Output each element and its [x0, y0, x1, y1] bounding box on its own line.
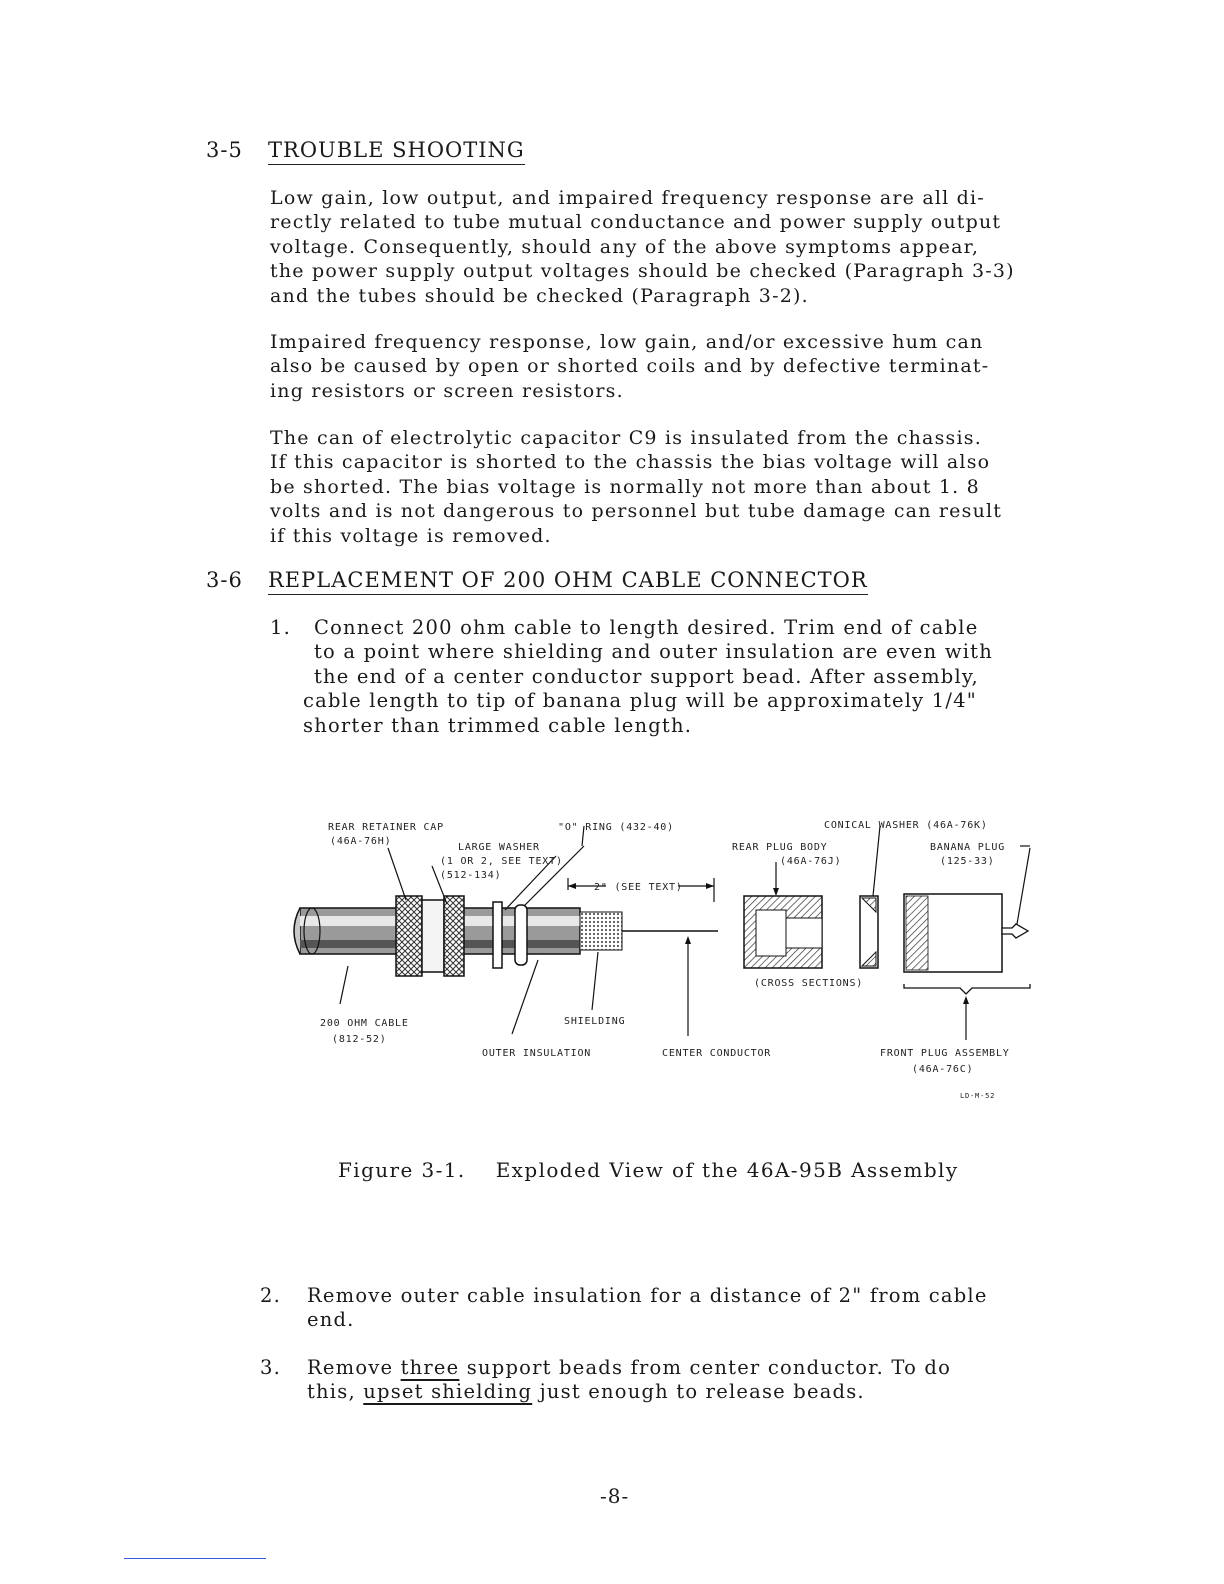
figure-caption-number: Figure 3-1.	[338, 1158, 466, 1182]
large-washer-drawing	[493, 902, 502, 968]
rear-plug-body-drawing	[744, 896, 822, 968]
label-large-washer-pn: (512-134)	[440, 870, 502, 881]
paragraph-troubleshooting-3: The can of electrolytic capacitor C9 is insulated from the chassis. If this capacitor is shorted to the chassis the bias voltage will also be shorted. The bias voltage is normally not more than about 1. 8 volts and is not dangerous to personnel but tube damage can result if this voltage is removed.	[270, 427, 1003, 547]
paragraph-troubleshooting-1: Low gain, low output, and impaired frequency response are all di- rectly related to tube mutual conductance and power supply output voltage. Consequently, should any of the above symptoms appear, the power supply output voltages should be checked (Paragraph 3-3) and the tubes should be checked (Paragraph 3-2).	[270, 187, 1015, 307]
rear-retainer-cap-drawing	[396, 896, 464, 976]
page-number: -8-	[600, 1484, 630, 1508]
section-number: 3-5	[206, 138, 243, 162]
label-outer-insulation: OUTER INSULATION	[482, 1048, 592, 1059]
label-rear-plug-body: REAR PLUG BODY	[732, 842, 828, 853]
figure-caption-text: Exploded View of the 46A-95B Assembly	[495, 1158, 959, 1182]
label-large-washer-qty: (1 OR 2, SEE TEXT)	[440, 856, 563, 867]
label-drawing-number: LD-M-52	[960, 1092, 996, 1100]
section-title: REPLACEMENT OF 200 OHM CABLE CONNECTOR	[268, 568, 868, 595]
label-o-ring: "O" RING (432-40)	[558, 822, 674, 833]
step-number: 1.	[270, 616, 292, 639]
step-number: 2.	[260, 1284, 282, 1307]
footnote-rule	[124, 1558, 266, 1559]
label-two-inch: 2" (SEE TEXT)	[594, 882, 683, 893]
label-rear-retainer-cap-pn: (46A-76H)	[330, 836, 392, 847]
step-1: 1. Connect 200 ohm cable to length desired. Trim end of cable to a point where shielding and outer insulation are even with the end of a center conductor support bead. After assembly, cable length to tip of banana plug will be approximately 1/4" shorter than trimmed cable length.	[270, 616, 993, 737]
paragraph-troubleshooting-2: Impaired frequency response, low gain, and/or excessive hum can also be caused by open or shorted coils and by defective terminat- ing resistors or screen resistors.	[270, 331, 990, 402]
front-plug-assembly-drawing	[904, 894, 1030, 994]
label-banana-plug-pn: (125-33)	[940, 856, 995, 867]
label-banana-plug: BANANA PLUG	[930, 842, 1006, 853]
conical-washer-drawing	[860, 896, 878, 968]
step-2: 2. Remove outer cable insulation for a distance of 2" from cable end.	[260, 1284, 988, 1332]
label-cable: 200 OHM CABLE	[320, 1018, 409, 1029]
label-front-plug-assembly: FRONT PLUG ASSEMBLY	[880, 1048, 1010, 1059]
label-cross-sections: (CROSS SECTIONS)	[754, 978, 864, 989]
figure-caption	[338, 1158, 959, 1182]
step-number: 3.	[260, 1356, 282, 1379]
section-title: TROUBLE SHOOTING	[268, 138, 525, 165]
o-ring-drawing	[515, 905, 527, 965]
label-shielding: SHIELDING	[564, 1016, 626, 1027]
step-3: 3. Remove three support beads from center conductor. To do this, upset shielding just enough to release beads.	[260, 1356, 952, 1404]
label-rear-retainer-cap: REAR RETAINER CAP	[328, 822, 444, 833]
label-large-washer: LARGE WASHER	[458, 842, 540, 853]
label-front-plug-assembly-pn: (46A-76C)	[912, 1064, 974, 1075]
label-conical-washer: CONICAL WASHER (46A-76K)	[824, 820, 988, 831]
label-cable-pn: (812-52)	[332, 1034, 387, 1045]
section-number: 3-6	[206, 568, 243, 592]
label-rear-plug-body-pn: (46A-76J)	[780, 856, 842, 867]
cable-drawing	[294, 908, 718, 954]
label-center-conductor: CENTER CONDUCTOR	[662, 1048, 772, 1059]
